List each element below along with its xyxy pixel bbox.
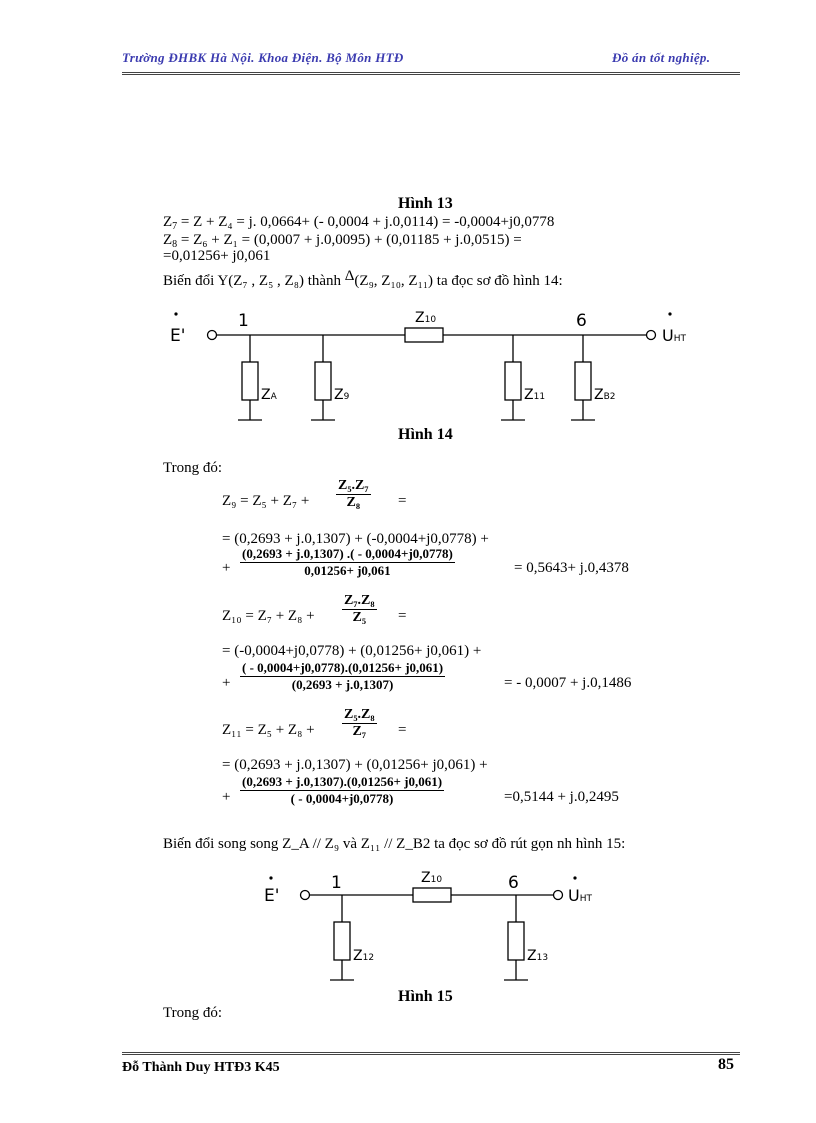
z10-eq: = — [398, 608, 407, 624]
eq-z8-rhs: = Z₆ + Z₁ = (0,0007 + j.0,0095) + (0,01185 + j.0,0515) = — [180, 232, 522, 248]
z11-line1: Z₁₁ = Z₅ + Z₈ + — [222, 722, 315, 738]
fig15-z10-label: Z10 — [421, 870, 443, 886]
fig15-u-dot — [573, 876, 576, 879]
z9-num: (0,2693 + j.0,1307) .( - 0,0004+j0,0778) — [242, 546, 453, 561]
fig14-za-resistor — [242, 362, 258, 400]
fig15-z12-resistor — [334, 922, 350, 960]
z10-plus: + — [222, 675, 231, 691]
parallel-line: Biến đổi song song Z_A // Z₉ và Z₁₁ // Z_B2 ta đọc sơ đồ rút gọn nh hình 15: — [163, 836, 626, 852]
fig14-uht-terminal — [647, 331, 656, 340]
eq-z8-cont: =0,01256+ j0,061 — [163, 248, 271, 264]
transform-text-1: Biến đổi Y(Z₇ , Z₅ , Z₈) thành — [163, 273, 345, 289]
fig14-z9-resistor — [315, 362, 331, 400]
z9-den: 0,01256+ j0,061 — [304, 563, 391, 578]
fig14-caption: Hình 14 — [398, 426, 453, 443]
z11-eq: = — [398, 722, 407, 738]
fig15-z10-resistor — [413, 888, 451, 902]
z10-den: (0,2693 + j.0,1307) — [291, 677, 394, 692]
z11-line2: = (0,2693 + j.0,1307) + (0,01256+ j0,061) + — [222, 757, 488, 773]
z10-symbolic-fraction — [342, 593, 377, 626]
fig15-z13-resistor — [508, 922, 524, 960]
fig14-za-label: ZA — [261, 387, 277, 403]
z10-line1: Z₁₀ = Z₇ + Z₈ + — [222, 608, 315, 624]
fig14-z11-resistor — [505, 362, 521, 400]
z11-numeric-fraction — [240, 774, 444, 807]
z10-num: ( - 0,0004+j0,0778).(0,01256+ j0,061) — [242, 660, 444, 675]
fig14-z10-label: Z10 — [415, 310, 437, 326]
z11-plus: + — [222, 789, 231, 805]
header-rule-2 — [122, 74, 740, 75]
trong-do-2: Trong đó: — [163, 1005, 223, 1021]
transform-text-2: (Z₉, Z₁₀, Z₁₁) ta đọc sơ đồ hình 14: — [354, 273, 563, 289]
fig15-circuit — [258, 864, 608, 989]
z10-frac-den: Z₅ — [352, 610, 367, 625]
fig15-caption: Hình 15 — [398, 988, 453, 1005]
fig15-z13-label: Z13 — [527, 948, 549, 964]
eq-z8-sub: 8 — [172, 239, 178, 250]
fig14-source-label: E' — [170, 326, 186, 346]
z9-result: = 0,5643+ j.0,4378 — [514, 560, 629, 576]
z11-symbolic-fraction — [342, 707, 377, 740]
z10-result: = - 0,0007 + j.0,1486 — [504, 675, 632, 691]
z11-result: =0,5144 + j.0,2495 — [504, 789, 619, 805]
fig13-caption: Hình 13 — [398, 195, 453, 212]
z9-symbolic-fraction — [336, 478, 371, 511]
footer-author: Đỗ Thành Duy HTĐ3 K45 — [122, 1060, 280, 1075]
fig14-zb2-resistor — [575, 362, 591, 400]
eq-z7-sub: 7 — [172, 221, 178, 232]
eq-z7-lhs: Z — [163, 214, 173, 230]
fig14-node6: 6 — [576, 311, 587, 331]
fig15-source-terminal — [301, 891, 310, 900]
header-right: Đồ án tốt nghiệp. — [612, 50, 711, 65]
fig15-uht-terminal — [554, 891, 563, 900]
eq-z8 — [163, 232, 522, 249]
eq-z8-lhs: Z — [163, 232, 173, 248]
z9-line1: Z₉ = Z₅ + Z₇ + — [222, 493, 310, 509]
z10-frac-num: Z₇.Z₈ — [344, 593, 375, 608]
fig15-node6: 6 — [508, 873, 519, 893]
delta-symbol: Δ — [344, 268, 355, 284]
fig14-zb2-label: ZB2 — [594, 387, 616, 403]
z9-plus: + — [222, 560, 231, 576]
page-number: 85 — [718, 1056, 734, 1073]
z9-frac-den: Z₈ — [346, 495, 361, 510]
fig15-z12-label: Z12 — [353, 948, 375, 964]
fig14-u-dot — [668, 312, 671, 315]
fig14-circuit — [160, 300, 720, 430]
z9-line2: = (0,2693 + j.0,1307) + (-0,0004+j0,0778) + — [222, 531, 489, 547]
header-left: Trường ĐHBK Hà Nội. Khoa Điện. Bộ Môn HTĐ — [122, 50, 404, 65]
z9-frac-num: Z₅.Z₇ — [338, 478, 369, 493]
fig15-uht: UHT — [568, 886, 592, 905]
fig14-source-terminal — [208, 331, 217, 340]
fig14-z11-label: Z11 — [524, 387, 546, 403]
z11-den: ( - 0,0004+j0,0778) — [290, 791, 394, 806]
z11-frac-den: Z₇ — [352, 724, 367, 739]
fig15-source-label: E' — [264, 886, 280, 906]
z10-numeric-fraction — [240, 660, 445, 693]
footer-rule-2 — [122, 1054, 740, 1055]
eq-z7-rhs: = Z + Z₄ = j. 0,0664+ (- 0,0004 + j.0,0114) = -0,0004+j0,0778 — [180, 214, 555, 230]
eq-z7 — [163, 214, 554, 231]
z11-num: (0,2693 + j.0,1307).(0,01256+ j0,061) — [242, 774, 443, 789]
z10-line2: = (-0,0004+j0,0778) + (0,01256+ j0,061) + — [222, 643, 482, 659]
fig14-e-dot — [174, 312, 177, 315]
z11-frac-num: Z₅.Z₈ — [344, 707, 375, 722]
fig14-uht: UHT — [662, 326, 686, 345]
z9-eq: = — [398, 493, 407, 509]
fig15-node1: 1 — [331, 873, 342, 893]
fig14-z9-label: Z9 — [334, 387, 350, 403]
transform-line — [163, 268, 563, 290]
fig14-z10-resistor — [405, 328, 443, 342]
trong-do-1: Trong đó: — [163, 460, 223, 476]
z9-numeric-fraction — [240, 546, 455, 579]
footer-rule — [122, 1052, 740, 1053]
fig14-node1: 1 — [238, 311, 249, 331]
fig15-e-dot — [269, 876, 272, 879]
header-rule — [122, 72, 740, 73]
